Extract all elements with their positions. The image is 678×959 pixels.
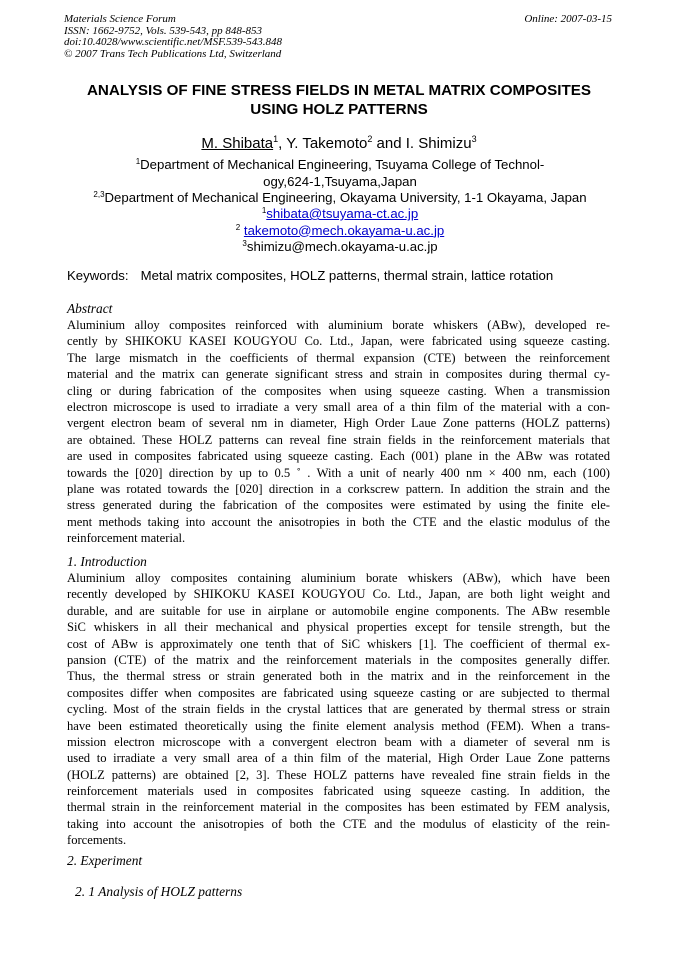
abstract-line: The large mismatch in the coefficients of thermal expansion (CTE) between the reinforcement [67,350,610,365]
copyright-line: © 2007 Trans Tech Publications Ltd, Switzerland [64,47,282,60]
introduction-line: recently developed by SHIKOKU KASEI KOUGYOU Co. Ltd., Japan, are both light weight and [67,587,610,602]
introduction-line: forcements. [67,833,127,848]
email-link-shibata[interactable]: shibata@tsuyama-ct.ac.jp [266,206,419,221]
abstract-line: cling or during fabrication of the composites when using squeeze casting. When a transmission [67,383,610,398]
introduction-heading: 1. Introduction [67,554,147,569]
experiment-heading: 2. Experiment [67,853,143,868]
introduction-line: Aluminium alloy composites containing aluminium borate whiskers (ABw), which have been [67,571,610,585]
abstract-line: towards the [020] direction by up to 0.5 ˚ . With a unit of nearly 400 nm × 400 nm, each (100) [67,465,610,480]
affiliation-1 [60,157,620,190]
issn-line: ISSN: 1662-9752, Vols. 539-543, pp 848-853 [64,24,262,37]
introduction-line: have been estimated theoretically using the finite element analysis method (FEM). When a trans- [67,718,610,733]
title-line-2: USING HOLZ PATTERNS [250,101,428,118]
introduction-line: cost of ABw is approximately one tenth that of SiC whiskers [1]. The coefficient of thermal ex- [67,636,610,651]
email-3-mark: 3 [242,239,247,248]
abstract-line: stress generated during the fabrication of the composites were estimated by using the finite ele- [67,498,610,513]
introduction-line: mission electron microscope with a convergent electron beam with a diameter of several nm is [67,734,610,749]
keywords-label: Keywords: [67,268,129,283]
affiliation-1-line-1: Department of Mechanical Engineering, Tsuyama College of Technol- [140,157,545,172]
abstract-line: plane was rotated towards the [020] direction in a corkscrew pattern. In addition the strain and the [67,481,610,496]
introduction-line: SiC whiskers in all their mechanical and physical properties except for tensile strength, but the [67,620,610,635]
introduction-line: thermal strain in the reinforcement material in the composites has been estimated by FEM analysis, [67,800,610,815]
introduction-line: composites differ when composites are fabricated using squeeze casting or are subjected to thermal [67,685,610,700]
email-2-mark: 2 [235,222,241,232]
affiliation-1-mark: 1 [135,157,141,166]
affiliation-2 [40,190,640,207]
author-takemoto: , Y. Takemoto [278,135,368,152]
introduction-line: taking into account the anisotropies of both the CTE and the modulus of elasticity of the rein- [67,816,610,831]
introduction-line: durable, and are suitable for use in airplane or automobile engine components. The ABw resemble [67,603,610,618]
email-list [60,206,620,256]
abstract-line: are obtained. These HOLZ patterns can reveal fine strain fields in the reinforcement materials that [67,432,610,447]
holz-analysis-subheading: 2. 1 Analysis of HOLZ patterns [75,884,243,899]
keywords-line [67,268,553,283]
introduction-line: used to irradiate a very small area of a thin film of the material, High Order Laue Zone patterns [67,751,610,766]
email-shimizu: shimizu@mech.okayama-u.ac.jp [246,239,438,254]
introduction-line: Thus, the thermal stress or strain generated both in the matrix and in the reinforcement in the [67,669,610,684]
abstract-line: cently by SHIKOKU KASEI KOUGYOU Co. Ltd., Japan, were fabricated using squeeze casting. [67,334,610,349]
author-shimizu: and I. Shimizu [372,135,472,152]
abstract-line: electron microscope is used to irradiate a very small area of a thin film of the material with a con- [67,399,610,414]
keywords-value: Metal matrix composites, HOLZ patterns, thermal strain, lattice rotation [140,268,554,283]
online-date: Online: 2007-03-15 [524,13,612,25]
journal-name: Materials Science Forum [64,13,176,25]
introduction-line: pansion (CTE) of the matrix and the reinforcement materials in the composites generally differ. [67,652,610,667]
doi-line: doi:10.4028/www.scientific.net/MSF.539-543.848 [64,36,283,48]
abstract-line: reinforcement material. [67,531,186,546]
abstract-line: are used in composites fabricated using squeeze casting. Each (001) plane in the ABw was rotated [67,449,610,464]
paper-title [40,81,638,119]
email-1-mark: 1 [261,206,267,215]
introduction-body [67,570,610,849]
abstract-heading: Abstract [67,301,113,316]
affiliation-2-mark: 2,3 [93,190,105,199]
affiliation-1-line-2: ogy,624-1,Tsuyama,Japan [263,173,417,189]
introduction-line: (HOLZ patterns) are obtained [2, 3]. These HOLZ patterns have revealed fine strain fields in the [67,767,610,782]
author-3-mark: 3 [471,134,477,144]
journal-header [64,14,282,60]
author-shibata: M. Shibata [201,135,274,152]
email-link-takemoto[interactable]: takemoto@mech.okayama-u.ac.jp [243,222,445,238]
abstract-line: material and the matrix can generate significant stress and strain in composites during thermal cy- [67,367,610,382]
title-line-1: ANALYSIS OF FINE STRESS FIELDS IN METAL MATRIX COMPOSITES [86,82,592,99]
abstract-line: ment methods taking into account the anisotropies in both the CTE and the elastic modulus of the [67,514,610,529]
abstract-line: vergent electron beam of several nm in diameter, High Order Laue Zone patterns (HOLZ patterns) [67,416,610,431]
introduction-line: reinforcement materials used in composites fabricated using squeeze casting. In addition, the [67,784,610,799]
introduction-line: cycling. Most of the strain fields in the crystal lattices that are generated by thermal stress or strain [67,702,610,717]
abstract-line: Aluminium alloy composites reinforced with aluminium borate whiskers (ABw), developed re- [67,318,610,332]
author-1-mark: 1 [273,134,279,144]
abstract-body [67,317,610,546]
author-2-mark: 2 [367,134,373,144]
author-list [0,135,678,153]
affiliation-2-line-1: Department of Mechanical Engineering, Okayama University, 1-1 Okayama, Japan [104,190,587,205]
